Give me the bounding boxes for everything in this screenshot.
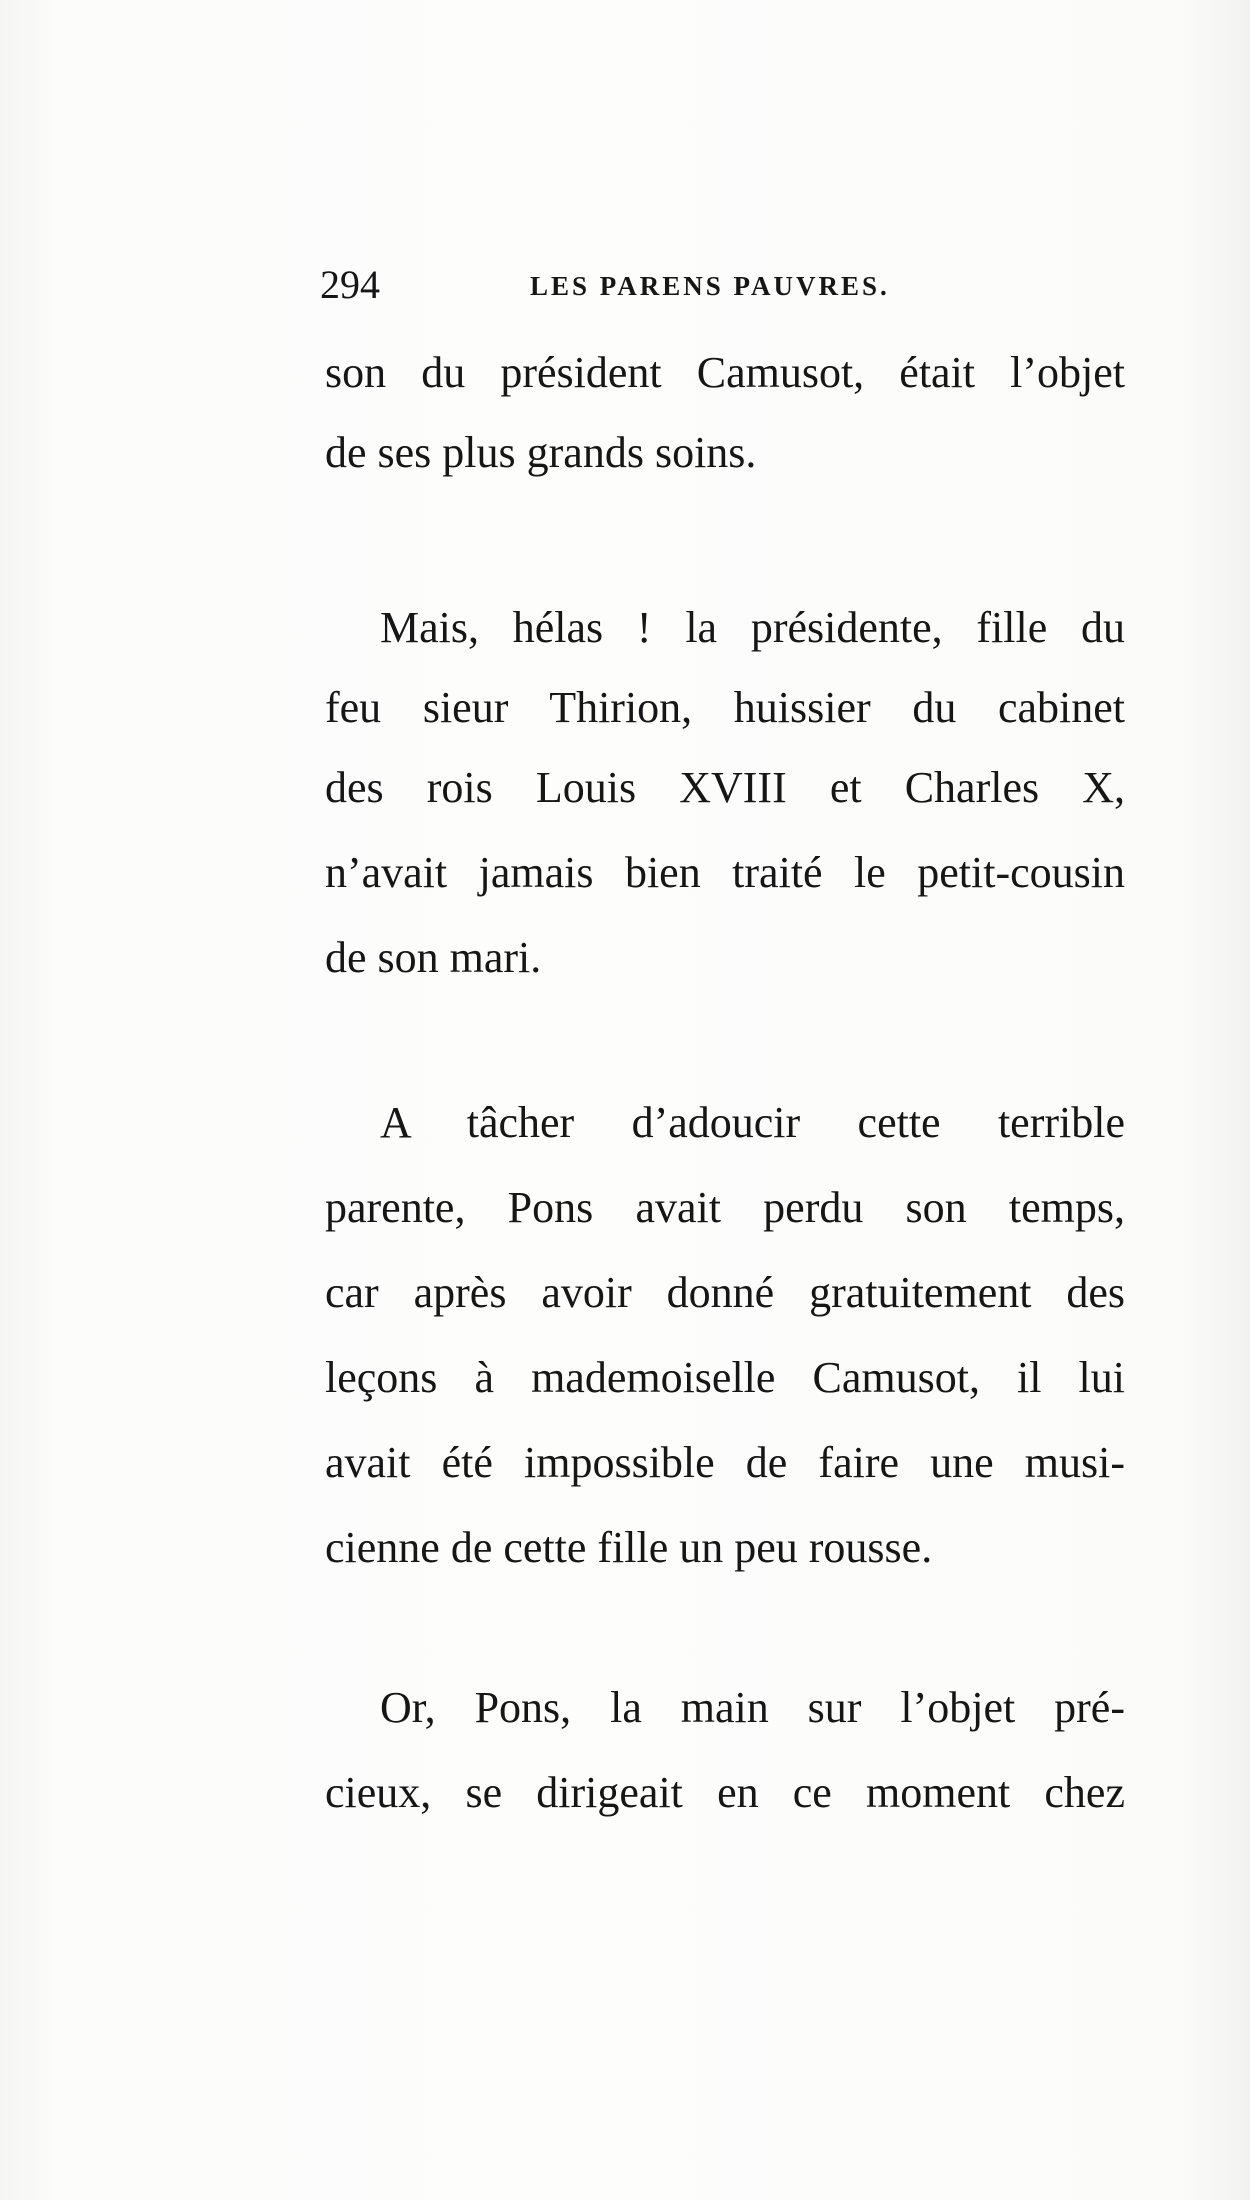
paragraph-first-line: A tâcher d’adoucir cette terrible xyxy=(380,1098,1125,1147)
text-line: cienne de cette fille un peu rousse. xyxy=(325,1523,933,1572)
text-line: cieux, se dirigeait en ce moment chez xyxy=(325,1768,1125,1817)
page-header xyxy=(320,260,1140,310)
text-line: de ses plus grands soins. xyxy=(325,428,757,477)
text-line: son du président Camusot, était l’objet xyxy=(325,348,1125,397)
text-line: avait été impossible de faire une musi- xyxy=(325,1438,1125,1487)
text-line: feu sieur Thirion, huissier du cabinet xyxy=(325,683,1125,732)
page-number: 294 xyxy=(320,262,380,307)
running-title: LES PARENS PAUVRES. xyxy=(530,271,890,301)
text-line: car après avoir donné gratuitement des xyxy=(325,1268,1125,1317)
text-line: de son mari. xyxy=(325,933,542,982)
paragraph-first-line: Mais, hélas ! la présidente, fille du xyxy=(380,603,1125,652)
text-line: parente, Pons avait perdu son temps, xyxy=(325,1183,1125,1232)
text-line: leçons à mademoiselle Camusot, il lui xyxy=(325,1353,1125,1402)
paragraph-first-line: Or, Pons, la main sur l’objet pré- xyxy=(380,1683,1125,1732)
text-line: n’avait jamais bien traité le petit-cousin xyxy=(325,848,1125,897)
text-line: des rois Louis XVIII et Charles X, xyxy=(325,763,1125,812)
